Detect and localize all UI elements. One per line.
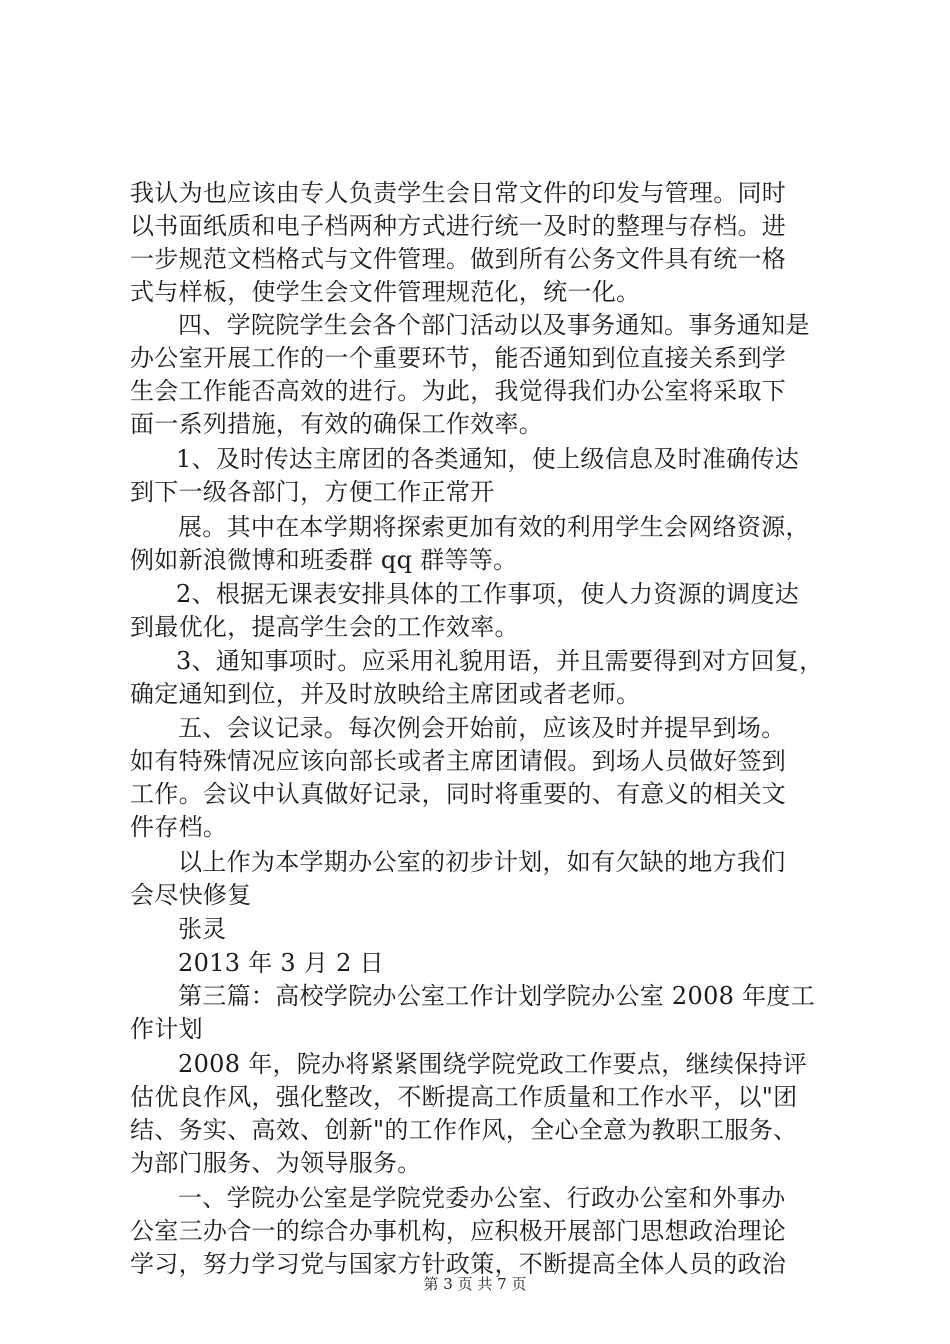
text-line: 3、通知事项时。应采用礼貌用语，并且需要得到对方回复， xyxy=(176,647,824,675)
text-line: 例如新浪微博和班委群 qq 群等等。 xyxy=(130,546,518,574)
text-line: 会尽快修复 xyxy=(130,881,252,909)
text-line: 办公室开展工作的一个重要环节，能否通知到位直接关系到学 xyxy=(130,344,787,372)
text-line: 结、务实、高效、创新"的工作作风，全心全意为教职工服务、 xyxy=(130,1116,798,1144)
text-line: 生会工作能否高效的进行。为此，我觉得我们办公室将采取下 xyxy=(130,377,787,405)
text-line: 式与样板，使学生会文件管理规范化，统一化。 xyxy=(130,278,641,306)
text-line: 五、会议记录。每次例会开始前，应该及时并提早到场。 xyxy=(178,714,786,742)
text-line: 一步规范文档格式与文件管理。做到所有公务文件具有统一格 xyxy=(130,245,787,273)
text-line: 工作。会议中认真做好记录，同时将重要的、有意义的相关文 xyxy=(130,780,787,808)
text-line: 如有特殊情况应该向部长或者主席团请假。到场人员做好签到 xyxy=(130,747,787,775)
text-line: 以上作为本学期办公室的初步计划，如有欠缺的地方我们 xyxy=(178,848,786,876)
text-line: 1、及时传达主席团的各类通知，使上级信息及时准确传达 xyxy=(176,445,800,473)
text-line: 我认为也应该由专人负责学生会日常文件的印发与管理。同时 xyxy=(130,179,787,207)
text-line: 到最优化，提高学生会的工作效率。 xyxy=(130,613,519,641)
text-line: 以书面纸质和电子档两种方式进行统一及时的整理与存档。进 xyxy=(130,212,787,240)
signature-date: 2013 年 3 月 2 日 xyxy=(178,949,384,977)
text-line: 2、根据无课表安排具体的工作事项，使人力资源的调度达 xyxy=(176,580,800,608)
text-line: 到下一级各部门，方便工作正常开 xyxy=(130,478,495,506)
text-line: 公室三办合一的综合办事机构，应积极开展部门思想政治理论 xyxy=(130,1217,787,1245)
signature-name: 张灵 xyxy=(178,915,227,943)
text-line: 2008 年，院办将紧紧围绕学院党政工作要点，继续保持评 xyxy=(178,1050,808,1078)
text-line: 面一系列措施，有效的确保工作效率。 xyxy=(130,410,544,438)
text-line: 展。其中在本学期将探索更加有效的利用学生会网络资源， xyxy=(178,513,810,541)
text-line: 确定通知到位，并及时放映给主席团或者老师。 xyxy=(130,680,641,708)
text-line: 一、学院办公室是学院党委办公室、行政办公室和外事办 xyxy=(178,1184,786,1212)
section-heading: 第三篇：高校学院办公室工作计划学院办公室 2008 年度工 xyxy=(178,982,816,1010)
page-footer: 第 3 页 共 7 页 xyxy=(423,1275,527,1293)
text-line: 件存档。 xyxy=(130,813,228,841)
text-line: 学习，努力学习党与国家方针政策，不断提高全体人员的政治 xyxy=(130,1250,787,1278)
text-line: 为部门服务、为领导服务。 xyxy=(130,1149,422,1177)
text-line: 估优良作风，强化整改，不断提高工作质量和工作水平，以"团 xyxy=(130,1083,798,1111)
section-heading-cont: 作计划 xyxy=(130,1015,203,1043)
text-line: 四、学院院学生会各个部门活动以及事务通知。事务通知是 xyxy=(178,311,810,339)
